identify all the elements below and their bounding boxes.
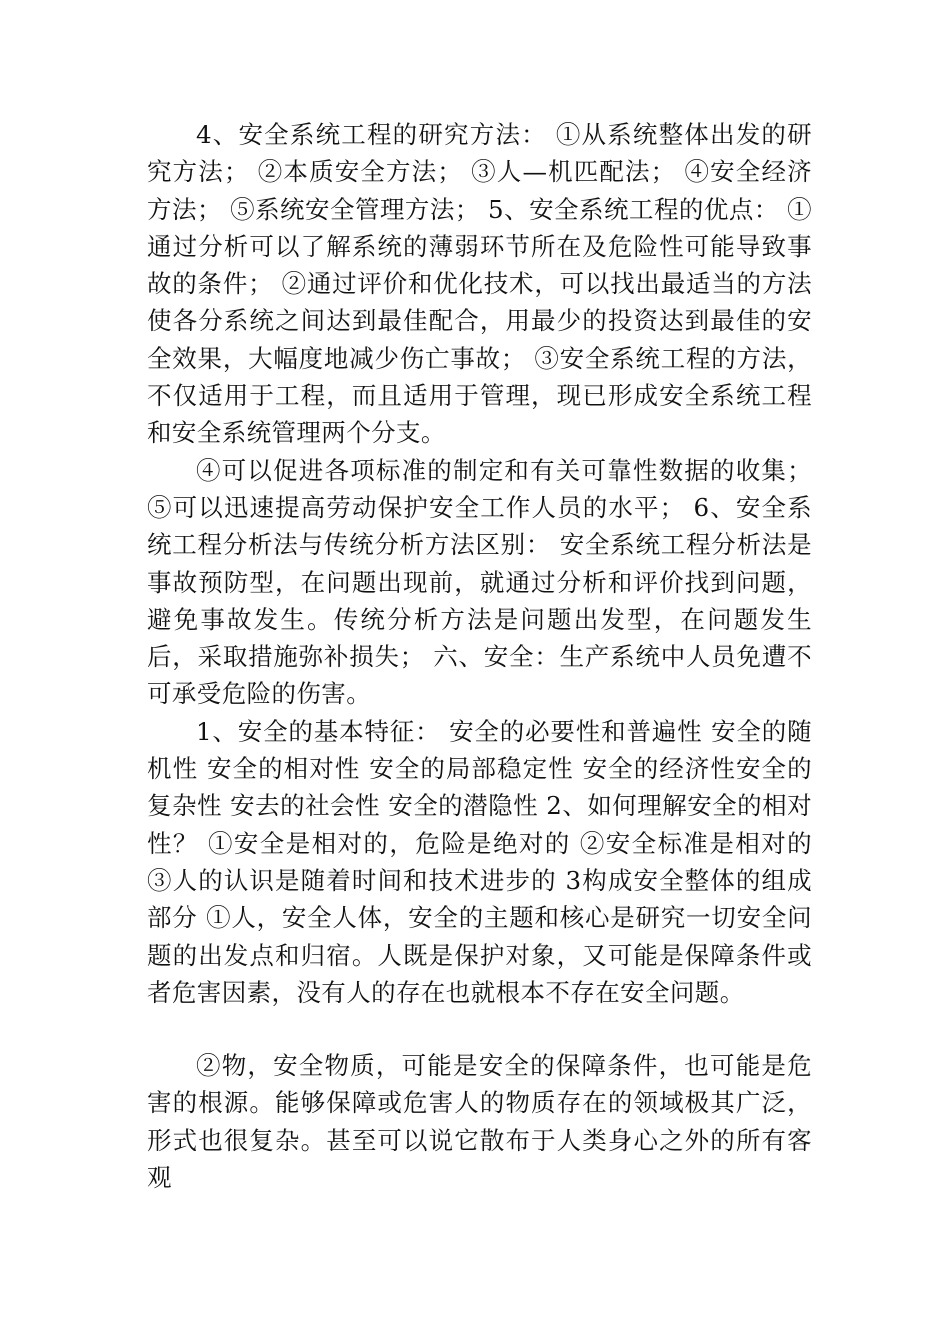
paragraph-safety-system-advantages: ④可以促进各项标准的制定和有关可靠性数据的收集； ⑤可以迅速提高劳动保护安全工作人员的水平； 6、安全系统工程分析法与传统分析方法区别： 安全系统工程分析法是事故预防型，在问题出现前，就通过分析和评价找到问题，避免事故发生。传统分析方法是问题出发型，在问题发生后，采取措施弥补损失； 六、安全：生产系统中人员免遭不可承受危险的伤害。 <box>147 455 812 709</box>
paragraph-safety-system-methods: 4、安全系统工程的研究方法： ①从系统整体出发的研究方法； ②本质安全方法； ③人—机匹配法； ④安全经济方法； ⑤系统安全管理方法； 5、安全系统工程的优点： ①通过分析可以了解系统的薄弱环节所在及危险性可能导致事故的条件； ②通过评价和优化技术，可以找出最适当的方法使各分系统之间达到最佳配合，用最少的投资达到最佳的安全效果，大幅度地减少伤亡事故； ③安全系统工程的方法，不仅适用于工程，而且适用于管理，现已形成安全系统工程和安全系统管理两个分支。 <box>147 120 812 448</box>
paragraph-safety-material: ②物，安全物质，可能是安全的保障条件，也可能是危害的根源。能够保障或危害人的物质存在的领域极其广泛，形式也很复杂。甚至可以说它散布于人类身心之外的所有客观 <box>147 1051 812 1193</box>
paragraph-safety-characteristics: 1、安全的基本特征： 安全的必要性和普遍性 安全的随机性 安全的相对性 安全的局部稳定性 安全的经济性安全的复杂性 安去的社会性 安全的潜隐性 2、如何理解安全的相对性？ ①安全是相对的，危险是绝对的 ②安全标准是相对的 ③人的认识是随着时间和技术进步的 3构成安全整体的组成部分 ①人，安全人体，安全的主题和核心是研究一切安全问题的出发点和归宿。人既是保护对象，又可能是保障条件或者危害因素，没有人的存在也就根本不存在安全问题。 <box>147 716 812 1007</box>
document-body <box>147 116 812 1196</box>
